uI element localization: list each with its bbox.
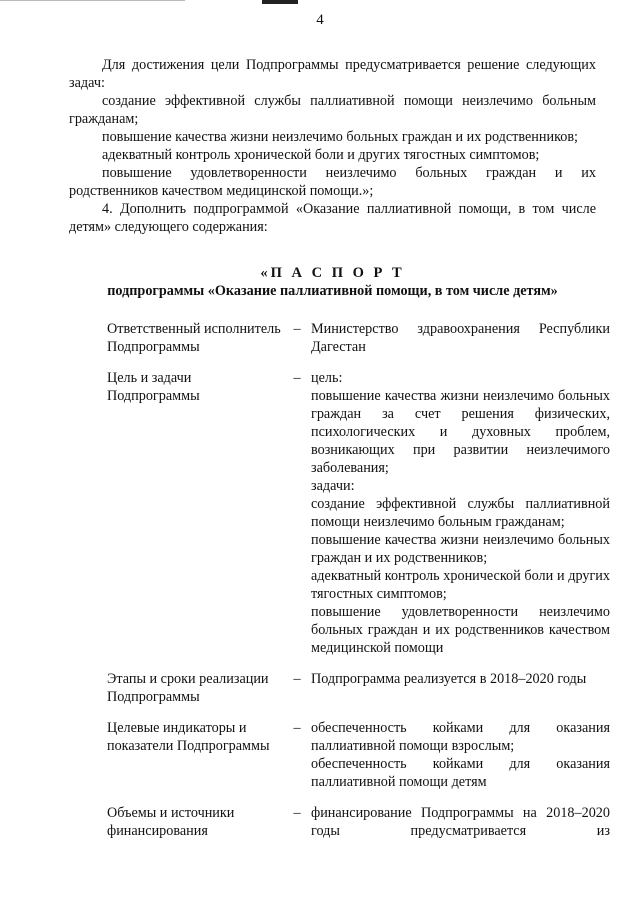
value-line: повышение удовлетворенности неизлечимо больных граждан и их родственников качеством медицинской помощи (311, 604, 610, 656)
passport-subheading: подпрограммы «Оказание паллиативной помощи, в том числе детям» (107, 283, 558, 299)
value-line: повышение качества жизни неизлечимо больных граждан за счет решения физических, психологических и духовных проблем, возникающих при развитии неизлечимого заболевания; (311, 388, 610, 476)
row-label: Цель и задачи Подпрограммы (107, 370, 200, 404)
paragraph-task-3: адекватный контроль хронической боли и других тягостных симптомов; (102, 147, 540, 163)
paragraph-task-1: создание эффективной службы паллиативной помощи неизлечимо больным гражданам; (69, 93, 596, 127)
passport-row-executor (107, 320, 610, 356)
row-dash: – (293, 805, 301, 821)
value-line: Подпрограмма реализуется в 2018–2020 годы (311, 671, 587, 687)
passport-table (107, 320, 610, 853)
row-dash: – (293, 321, 301, 337)
scan-top-rule (0, 0, 185, 1)
value-line: адекватный контроль хронической боли и других тягостных симптомов; (311, 568, 610, 602)
row-dash: – (293, 671, 301, 687)
row-value (311, 320, 610, 356)
passport-row-funding (107, 804, 610, 840)
value-line: создание эффективной службы паллиативной помощи неизлечимо больным гражданам; (311, 496, 610, 530)
passport-row-goals (107, 369, 610, 657)
value-line: финансирование Подпрограммы на 2018–2020 годы предусматривается из (311, 805, 610, 839)
row-label: Объемы и источники финансирования (107, 805, 235, 839)
row-dash: – (293, 720, 301, 736)
passport-row-stages (107, 670, 610, 706)
paragraph-task-4: повышение удовлетворенности неизлечимо больных граждан и их родственников качеством медицинской помощи.»; (69, 165, 596, 199)
intro-text (69, 56, 596, 236)
paragraph-item-4: 4. Дополнить подпрограммой «Оказание паллиативной помощи, в том числе детям» следующего содержания: (69, 201, 596, 235)
passport-heading: «П А С П О Р Т (260, 265, 405, 281)
passport-title (69, 264, 596, 300)
value-line: задачи: (311, 478, 355, 494)
value-line: обеспеченность койками для оказания паллиативной помощи детям (311, 756, 610, 790)
row-value (311, 804, 610, 840)
value-line: Министерство здравоохранения Республики Дагестан (311, 321, 610, 355)
value-line: цель: (311, 370, 343, 386)
value-line: повышение качества жизни неизлечимо больных граждан и их родственников; (311, 532, 610, 566)
passport-row-indicators (107, 719, 610, 791)
scan-top-mark (262, 0, 298, 4)
row-label: Целевые индикаторы и показатели Подпрограммы (107, 720, 270, 754)
row-value (311, 369, 610, 657)
row-value (311, 670, 610, 706)
row-label: Этапы и сроки реализации Подпрограммы (107, 671, 269, 705)
paragraph-goal: Для достижения цели Подпрограммы предусматривается решение следующих задач: (69, 57, 596, 91)
value-line: обеспеченность койками для оказания паллиативной помощи взрослым; (311, 720, 610, 754)
row-dash: – (293, 370, 301, 386)
paragraph-task-2: повышение качества жизни неизлечимо больных граждан и их родственников; (102, 129, 578, 145)
row-value (311, 719, 610, 791)
row-label: Ответственный исполнитель Подпрограммы (107, 321, 281, 355)
page-number: 4 (316, 12, 324, 28)
